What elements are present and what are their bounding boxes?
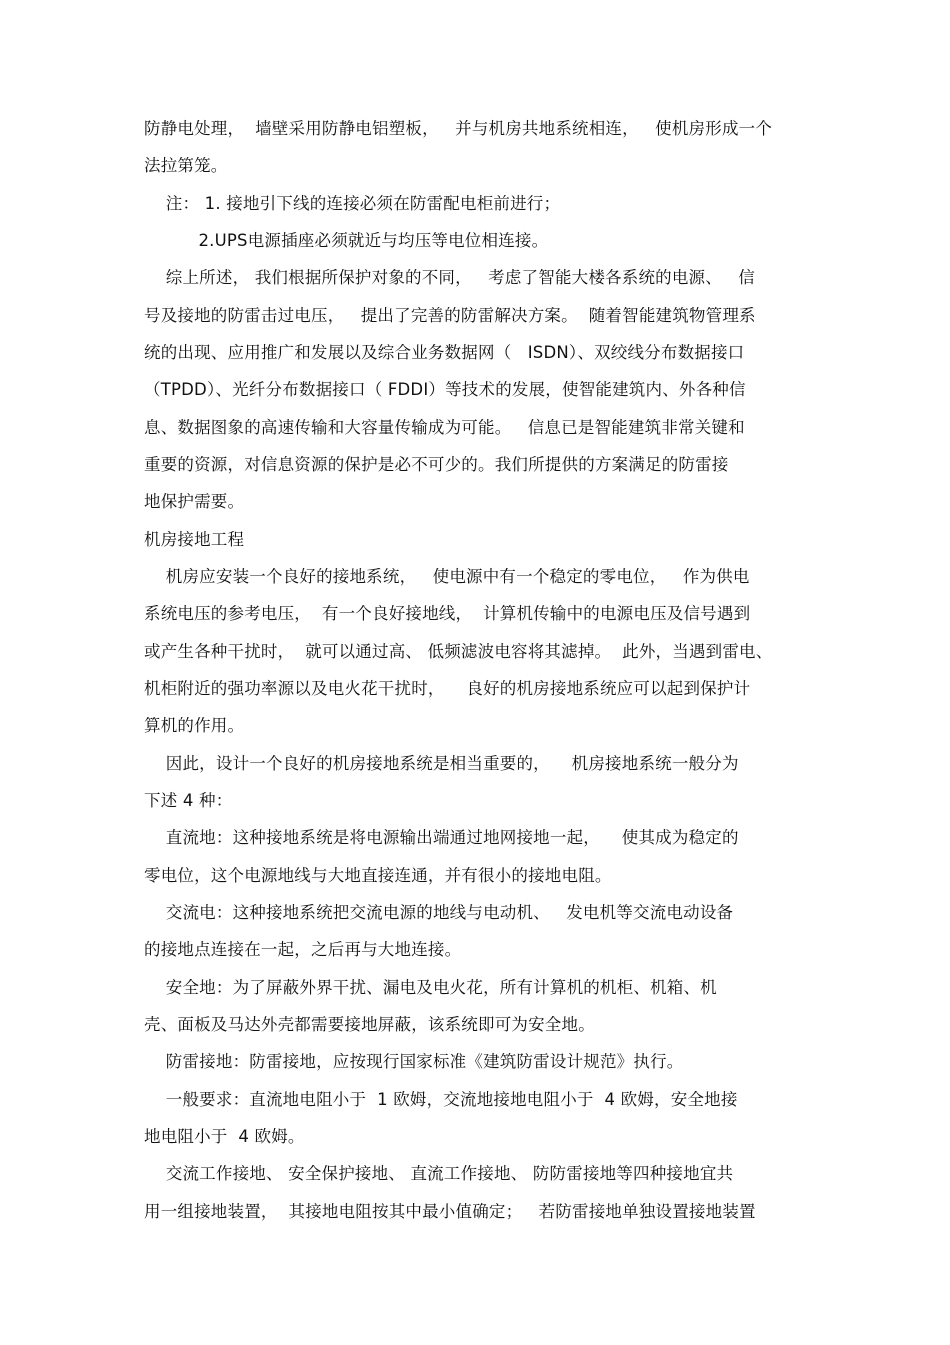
- text-line: 统的出现、应用推广和发展以及综合业务数据网（ ISDN）、双绞线分布数据接口: [144, 343, 745, 362]
- text-line: 算机的作用。: [144, 716, 245, 735]
- text-line: 防静电处理， 墙壁采用防静电铝塑板， 并与机房共地系统相连， 使机房形成一个: [144, 119, 773, 138]
- note-line: 注： 1. 接地引下线的连接必须在防雷配电柜前进行；: [144, 194, 561, 213]
- text-line: （TPDD）、光纤分布数据接口（ FDDI）等技术的发展，使智能建筑内、外各种信: [144, 380, 746, 399]
- section-heading: 机房接地工程: [144, 530, 245, 549]
- text-line: 息、数据图象的高速传输和大容量传输成为可能。 信息已是智能建筑非常关键和: [144, 418, 745, 437]
- text-line: 安全地：为了屏蔽外界干扰、漏电及电火花，所有计算机的机柜、机箱、机: [144, 978, 717, 997]
- text-line: 或产生各种干扰时， 就可以通过高、 低频滤波电容将其滤掉。 此外，当遇到雷电、: [144, 642, 773, 661]
- text-line: 交流电：这种接地系统把交流电源的地线与电动机、 发电机等交流电动设备: [144, 903, 734, 922]
- text-line: 地电阻小于 4 欧姆。: [144, 1127, 305, 1146]
- text-line: 法拉第笼。: [144, 156, 228, 175]
- text-line: 号及接地的防雷击过电压， 提出了完善的防雷解决方案。 随着智能建筑物管理系: [144, 306, 756, 325]
- text-line: 壳、面板及马达外壳都需要接地屏蔽，该系统即可为安全地。: [144, 1015, 595, 1034]
- text-line: 直流地：这种接地系统是将电源输出端通过地网接地一起， 使其成为稳定的: [144, 828, 739, 847]
- note-line: 2.UPS电源插座必须就近与均压等电位相连接。: [144, 231, 549, 250]
- text-line: 防雷接地：防雷接地，应按现行国家标准《建筑防雷设计规范》执行。: [144, 1052, 684, 1071]
- text-line: 机房应安装一个良好的接地系统， 使电源中有一个稳定的零电位， 作为供电: [144, 567, 750, 586]
- text-line: 的接地点连接在一起，之后再与大地连接。: [144, 940, 462, 959]
- text-line: 交流工作接地、 安全保护接地、 直流工作接地、 防防雷接地等四种接地宜共: [144, 1164, 734, 1183]
- text-line: 系统电压的参考电压， 有一个良好接地线， 计算机传输中的电源电压及信号遇到: [144, 604, 751, 623]
- text-line: 地保护需要。: [144, 492, 245, 511]
- text-line: 一般要求：直流地电阻小于 1 欧姆，交流地接地电阻小于 4 欧姆，安全地接: [144, 1090, 738, 1109]
- text-line: 综上所述， 我们根据所保护对象的不同， 考虑了智能大楼各系统的电源、 信: [144, 268, 755, 287]
- text-line: 零电位，这个电源地线与大地直接连通，并有很小的接地电阻。: [144, 866, 612, 885]
- text-line: 用一组接地装置， 其接地电阻按其中最小值确定； 若防雷接地单独设置接地装置: [144, 1202, 756, 1221]
- text-line: 重要的资源，对信息资源的保护是必不可少的。我们所提供的方案满足的防雷接: [144, 455, 729, 474]
- text-line: 因此，设计一个良好的机房接地系统是相当重要的， 机房接地系统一般分为: [144, 754, 739, 773]
- text-line: 机柜附近的强功率源以及电火花干扰时， 良好的机房接地系统应可以起到保护计: [144, 679, 751, 698]
- text-line: 下述 4 种：: [144, 791, 233, 810]
